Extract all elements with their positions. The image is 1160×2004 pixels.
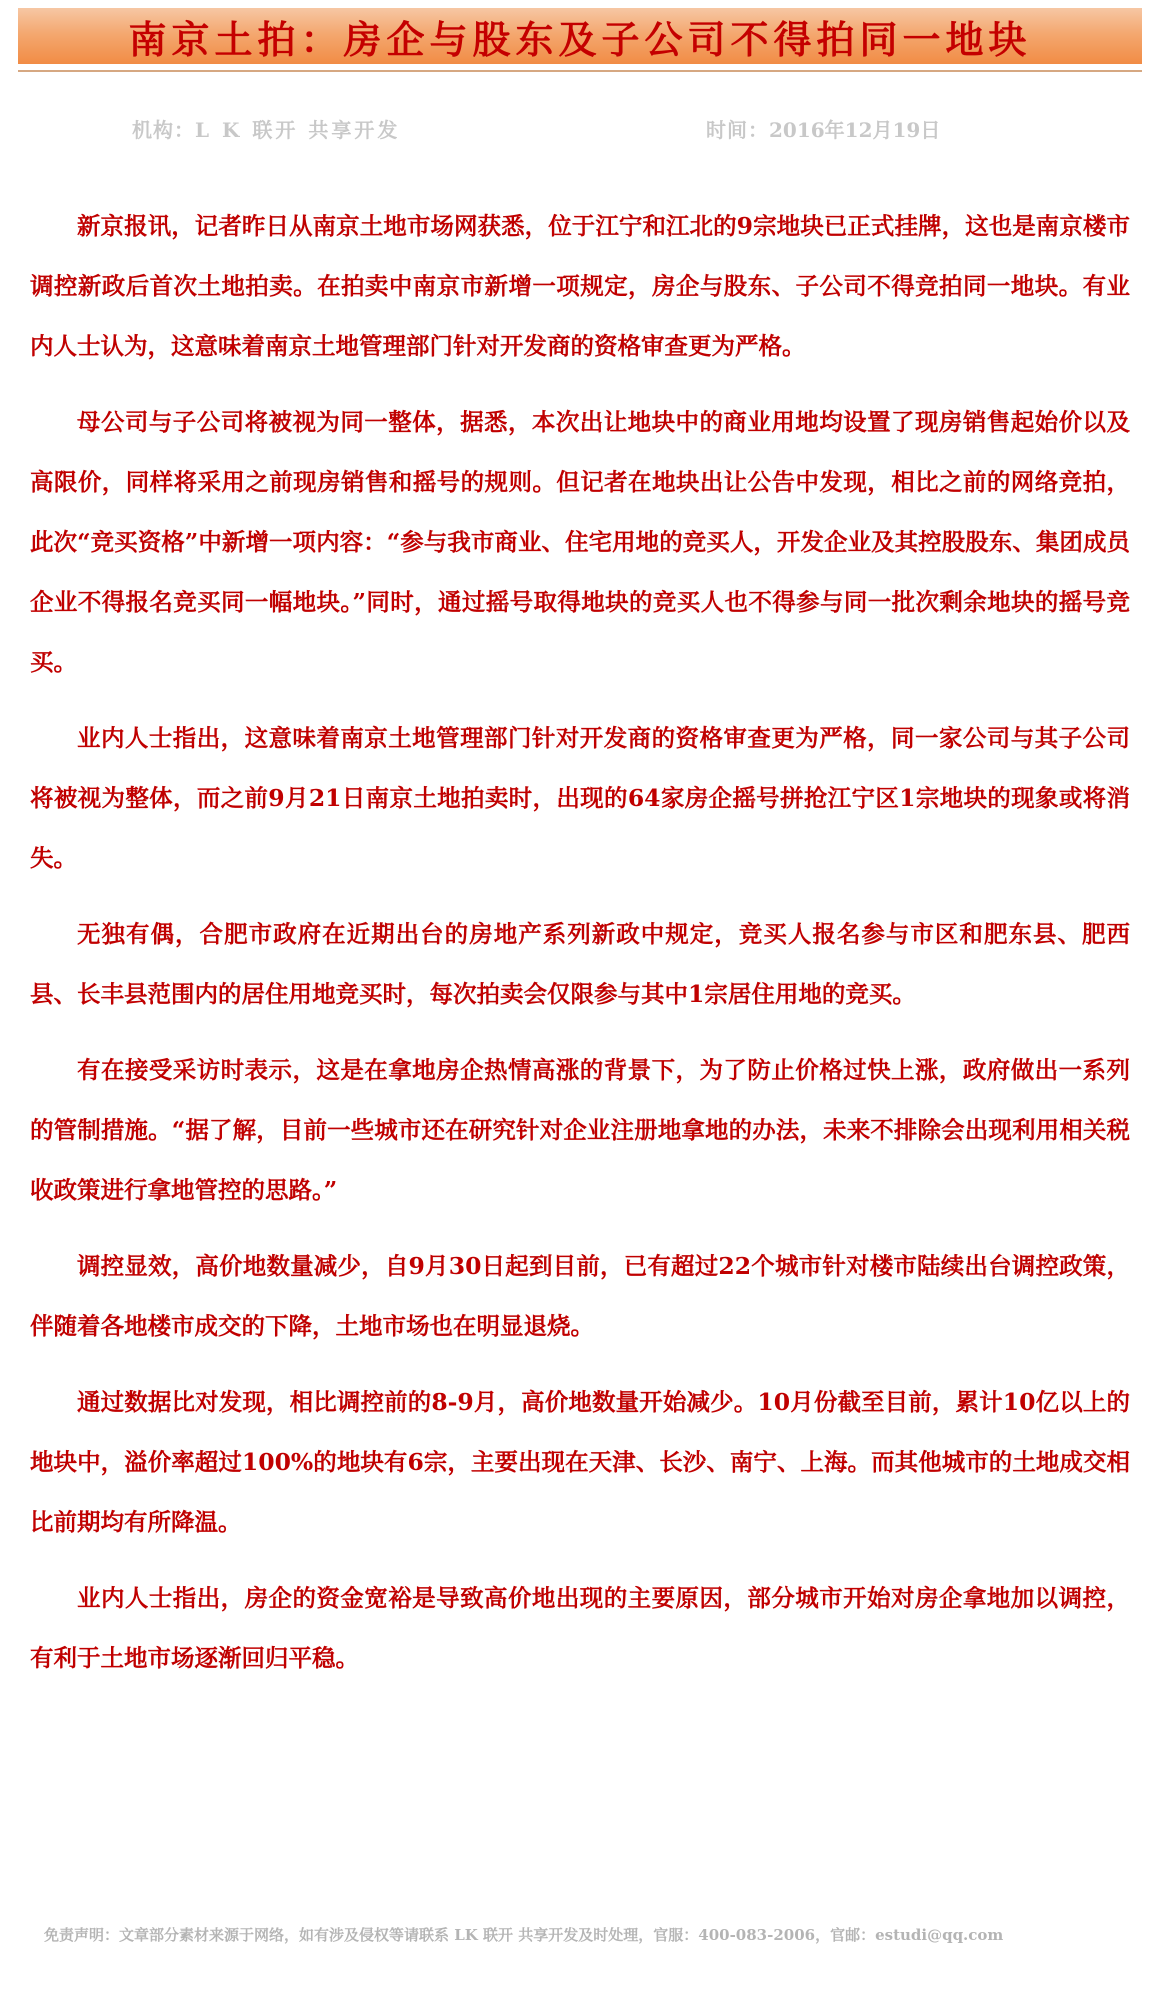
organization-meta: [132, 114, 400, 146]
article-paragraph: 调控显效，高价地数量减少，自9月30日起到目前，已有超过22个城市针对楼市陆续出台调控政策，伴随着各地楼市成交的下降，土地市场也在明显退烧。: [30, 1252, 1130, 1340]
date-label: 时间：: [706, 118, 769, 142]
title-divider: [18, 70, 1142, 72]
article-body: [30, 196, 1130, 1704]
organization-value: L K 联开 共享开发: [195, 118, 401, 142]
date-meta: [706, 114, 940, 146]
article-paragraph: 业内人士指出，这意味着南京土地管理部门针对开发商的资格审查更为严格，同一家公司与其子公司将被视为整体，而之前9月21日南京土地拍卖时，出现的64家房企摇号拼抢江宁区1宗地块的现象或将消失。: [30, 724, 1130, 872]
article-paragraph: 母公司与子公司将被视为同一整体，据悉，本次出让地块中的商业用地均设置了现房销售起始价以及高限价，同样将采用之前现房销售和摇号的规则。但记者在地块出让公告中发现，相比之前的网络竞拍，此次“竞买资格”中新增一项内容：“参与我市商业、住宅用地的竞买人，开发企业及其控股股东、集团成员企业不得报名竞买同一幅地块。”同时，通过摇号取得地块的竞买人也不得参与同一批次剩余地块的摇号竞买。: [30, 408, 1130, 676]
article-paragraph: 通过数据比对发现，相比调控前的8-9月，高价地数量开始减少。10月份截至目前，累计10亿以上的地块中，溢价率超过100%的地块有6宗，主要出现在天津、长沙、南宁、上海。而其他城市的土地成交相比前期均有所降温。: [30, 1388, 1130, 1536]
footer-disclaimer: 免责声明：文章部分素材来源于网络，如有涉及侵权等请联系 LK 联开 共享开发及时处理，官服：400-083-2006，官邮：estudi@qq.com: [44, 1926, 1004, 1944]
article-paragraph: 无独有偶，合肥市政府在近期出台的房地产系列新政中规定，竞买人报名参与市区和肥东县、肥西县、长丰县范围内的居住用地竞买时，每次拍卖会仅限参与其中1宗居住用地的竞买。: [30, 920, 1130, 1008]
article-paragraph: 业内人士指出，房企的资金宽裕是导致高价地出现的主要原因，部分城市开始对房企拿地加以调控，有利于土地市场逐渐回归平稳。: [30, 1584, 1130, 1672]
date-value: 2016年12月19日: [769, 118, 941, 142]
title-banner: [18, 8, 1142, 64]
page-title: 南京土拍：房企与股东及子公司不得拍同一地块: [128, 16, 1032, 62]
organization-label: 机构：: [132, 118, 195, 142]
article-paragraph: 有在接受采访时表示，这是在拿地房企热情高涨的背景下，为了防止价格过快上涨，政府做出一系列的管制措施。“据了解，目前一些城市还在研究针对企业注册地拿地的办法，未来不排除会出现利用相关税收政策进行拿地管控的思路。”: [30, 1056, 1130, 1204]
article-paragraph: 新京报讯，记者昨日从南京土地市场网获悉，位于江宁和江北的9宗地块已正式挂牌，这也是南京楼市调控新政后首次土地拍卖。在拍卖中南京市新增一项规定，房企与股东、子公司不得竞拍同一地块。有业内人士认为，这意味着南京土地管理部门针对开发商的资格审查更为严格。: [30, 212, 1130, 360]
